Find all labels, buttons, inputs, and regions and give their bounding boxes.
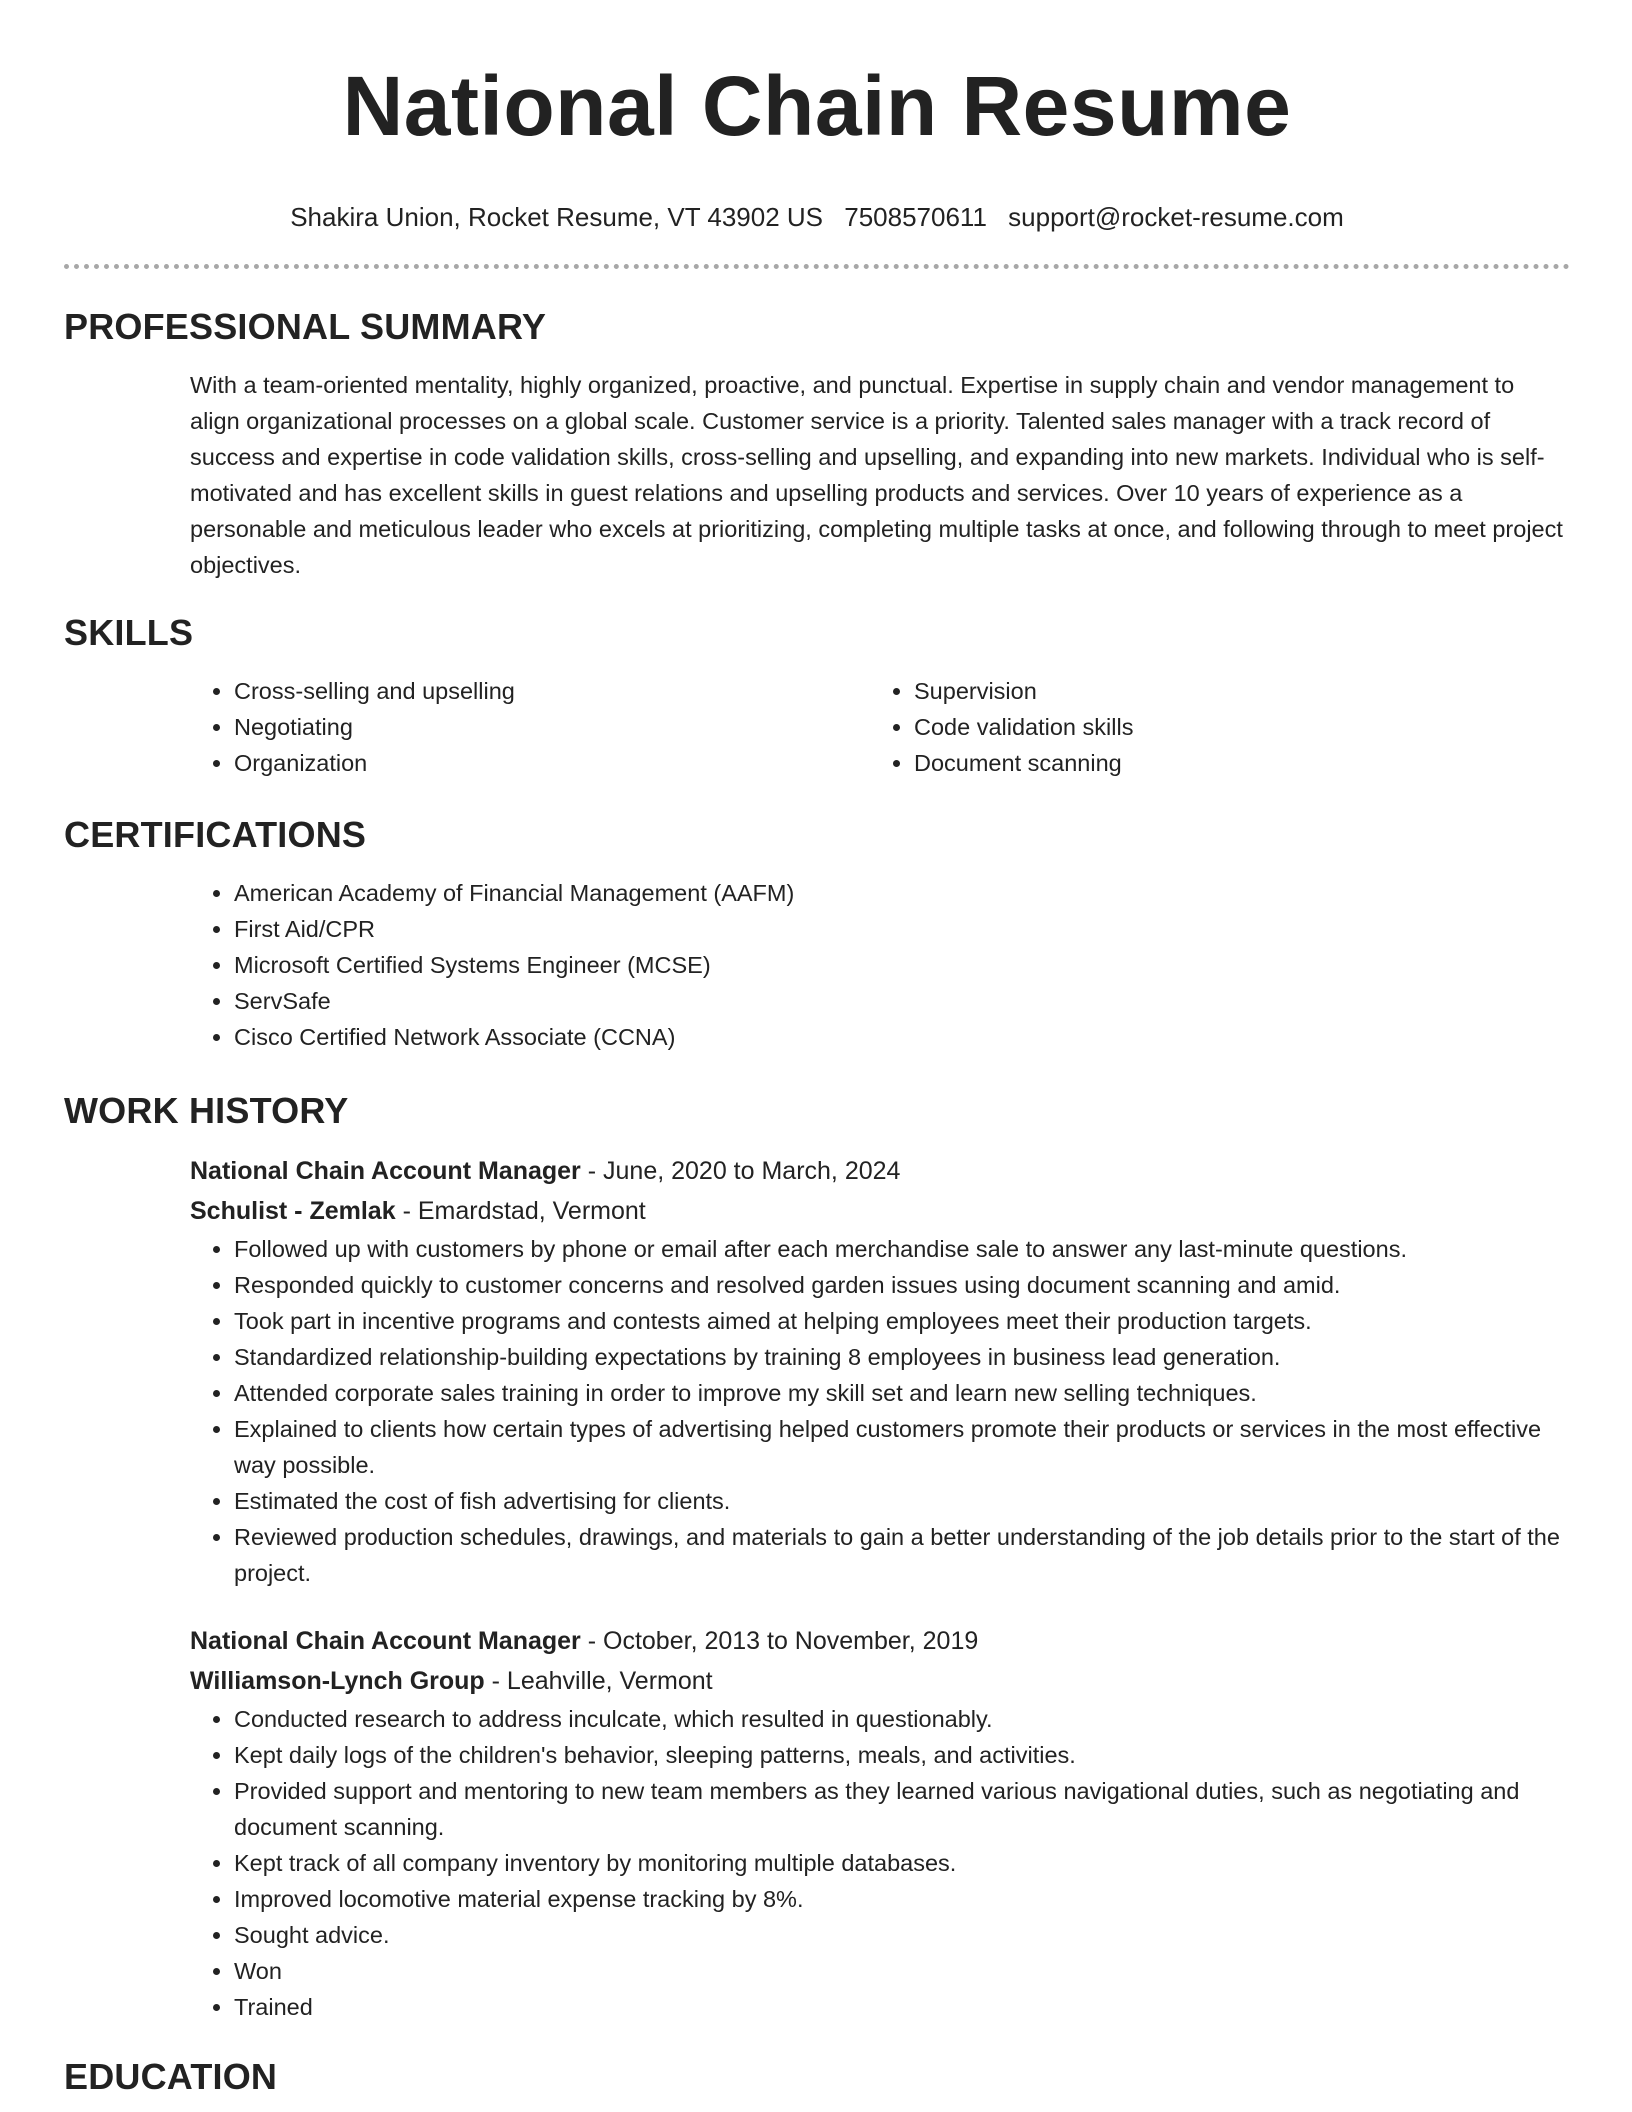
skills-grid [190,673,1570,781]
education-heading: EDUCATION [64,2056,278,2097]
job-duty: • Standardized relationship-building expectations by training 8 employees in business lead generation. [234,1339,1570,1375]
resume-title: National Chain Resume [342,59,1292,153]
job-duties [190,1701,1570,2025]
job-company: Williamson-Lynch Group [190,1667,485,1695]
job-duty: • Followed up with customers by phone or email after each merchandise sale to answer any last-minute questions. [234,1231,1570,1267]
job-duty: • Sought advice. [234,1917,1570,1953]
job-duty: • Provided support and mentoring to new team members as they learned various navigational duties, such as negotiating and document scanning. [234,1773,1570,1845]
job-entry [190,1621,1570,2025]
certification-item: • ServSafe [234,983,1570,1019]
job-duties [190,1231,1570,1591]
contact-address: Shakira Union, Rocket Resume, VT 43902 US [290,202,824,232]
job-role: National Chain Account Manager [190,1157,581,1185]
job-dates: - October, 2013 to November, 2019 [580,1627,979,1655]
skills-column-right [870,673,1550,781]
contact-email: support@rocket-resume.com [1008,202,1344,232]
job-duty: • Won [234,1953,1570,1989]
job-duty: • Reviewed production schedules, drawings, and materials to gain a better understanding of the job details prior to the start of the project. [234,1519,1570,1591]
skill-item: • Code validation skills [914,709,1550,745]
job-duty: • Took part in incentive programs and contests aimed at helping employees meet their production targets. [234,1303,1570,1339]
job-duty: • Trained [234,1989,1570,2025]
certifications-heading: CERTIFICATIONS [64,814,367,855]
work-history-heading: WORK HISTORY [64,1090,349,1131]
job-duty: • Conducted research to address inculcate, which resulted in questionably. [234,1701,1570,1737]
skill-item: • Document scanning [914,745,1550,781]
summary-heading: PROFESSIONAL SUMMARY [64,306,547,347]
summary-text: With a team-oriented mentality, highly organized, proactive, and punctual. Expertise in supply chain and vendor management to align organizational processes on a global scale. Customer service is a priority. Talented sales manager with a track record of success and expertise in code validation skills, cross-selling and upselling, and expanding into new markets. Individual who is self-motivated and has excellent skills in guest relations and upselling products and services. Over 10 years of experience as a personable and meticulous leader who excels at prioritizing, completing multiple tasks at once, and following through to meet project objectives. [190,372,1563,578]
job-duty: • Kept daily logs of the children's behavior, sleeping patterns, meals, and activities. [234,1737,1570,1773]
job-title-line [190,1621,1570,1661]
job-company-line [190,1191,1570,1231]
certification-item: • Cisco Certified Network Associate (CCNA) [234,1019,1570,1055]
job-duty: • Estimated the cost of fish advertising for clients. [234,1483,1570,1519]
job-role: National Chain Account Manager [190,1627,581,1655]
certification-item: • First Aid/CPR [234,911,1570,947]
skills-column-left [190,673,870,781]
contact-phone: 7508570611 [844,202,987,232]
job-company: Schulist - Zemlak [190,1197,396,1225]
skill-item: • Organization [234,745,870,781]
job-location: - Emardstad, Vermont [395,1197,646,1225]
certification-item: • American Academy of Financial Management (AAFM) [234,875,1570,911]
skill-item: • Negotiating [234,709,870,745]
job-duty: • Explained to clients how certain types of advertising helped customers promote their products or services in the most effective way possible. [234,1411,1570,1483]
skill-item: • Supervision [914,673,1550,709]
job-duty: • Kept track of all company inventory by monitoring multiple databases. [234,1845,1570,1881]
job-dates: - June, 2020 to March, 2024 [580,1157,901,1185]
job-location: - Leahville, Vermont [484,1667,713,1695]
contact-line [64,200,1570,234]
resume-page [64,0,1570,2099]
skill-item: • Cross-selling and upselling [234,673,870,709]
job-duty: • Attended corporate sales training in order to improve my skill set and learn new selling techniques. [234,1375,1570,1411]
certifications-list [190,875,1570,1055]
job-title-line [190,1151,1570,1191]
certification-item: • Microsoft Certified Systems Engineer (MCSE) [234,947,1570,983]
job-duty: • Responded quickly to customer concerns and resolved garden issues using document scanning and amid. [234,1267,1570,1303]
job-company-line [190,1661,1570,1701]
skills-heading: SKILLS [64,612,194,653]
header-divider [64,264,1570,269]
job-entry [190,1151,1570,1591]
job-duty: • Improved locomotive material expense tracking by 8%. [234,1881,1570,1917]
